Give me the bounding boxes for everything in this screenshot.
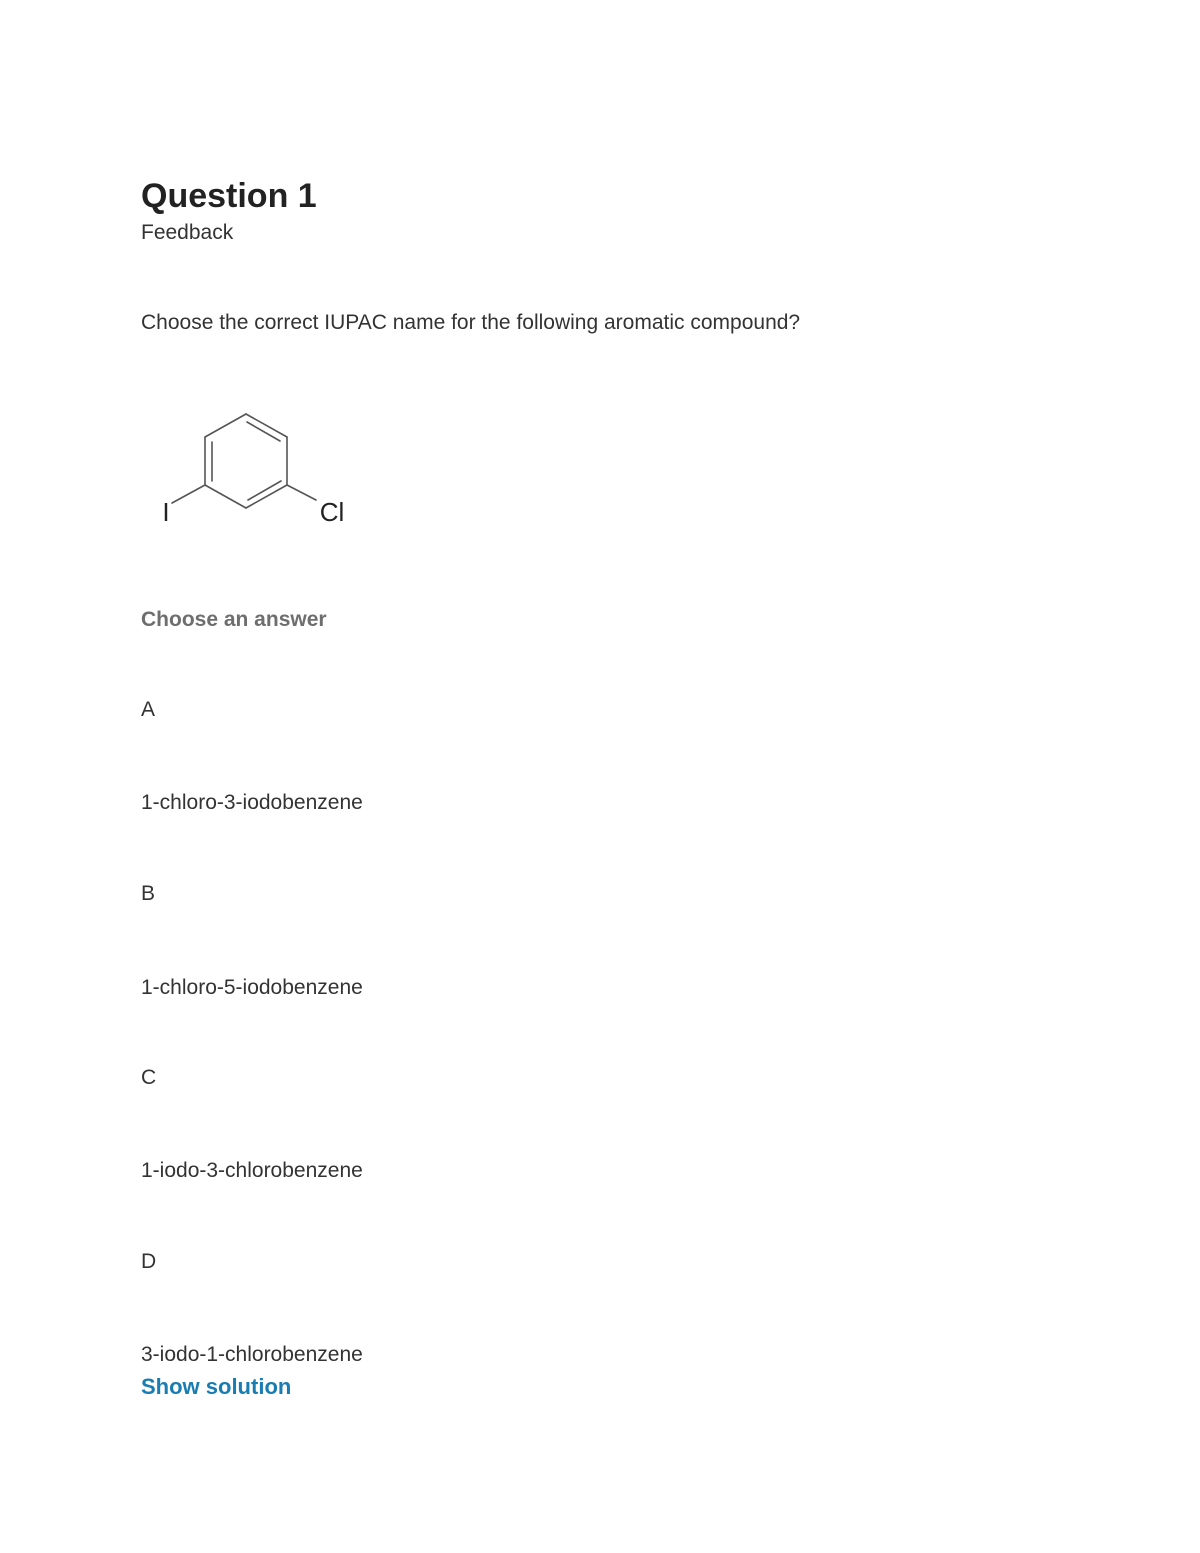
option-letter-a[interactable]: A: [141, 698, 156, 721]
double-bond-inner: [247, 422, 280, 441]
option-text-a[interactable]: 1-chloro-3-iodobenzene: [141, 791, 363, 814]
question-prompt: Choose the correct IUPAC name for the following aromatic compound?: [141, 311, 801, 334]
iodo-bond: [172, 485, 205, 503]
chemical-structure-diagram: [150, 405, 360, 535]
option-text-d[interactable]: 3-iodo-1-chlorobenzene: [141, 1343, 363, 1366]
question-title: Question 1: [141, 177, 317, 215]
option-letter-b[interactable]: B: [141, 882, 156, 905]
chloro-label: Cl: [319, 497, 345, 527]
option-letter-c[interactable]: C: [141, 1066, 157, 1089]
option-letter-d[interactable]: D: [141, 1250, 157, 1273]
option-text-b[interactable]: 1-chloro-5-iodobenzene: [141, 976, 363, 999]
ring-bond: [205, 485, 246, 508]
chloro-bond: [287, 485, 316, 500]
show-solution-link[interactable]: Show solution: [141, 1374, 292, 1399]
option-text-c[interactable]: 1-iodo-3-chlorobenzene: [141, 1159, 363, 1182]
feedback-label: Feedback: [141, 221, 234, 244]
ring-bond: [205, 414, 246, 437]
iodo-label: I: [162, 497, 170, 527]
choose-answer-heading: Choose an answer: [141, 608, 327, 631]
